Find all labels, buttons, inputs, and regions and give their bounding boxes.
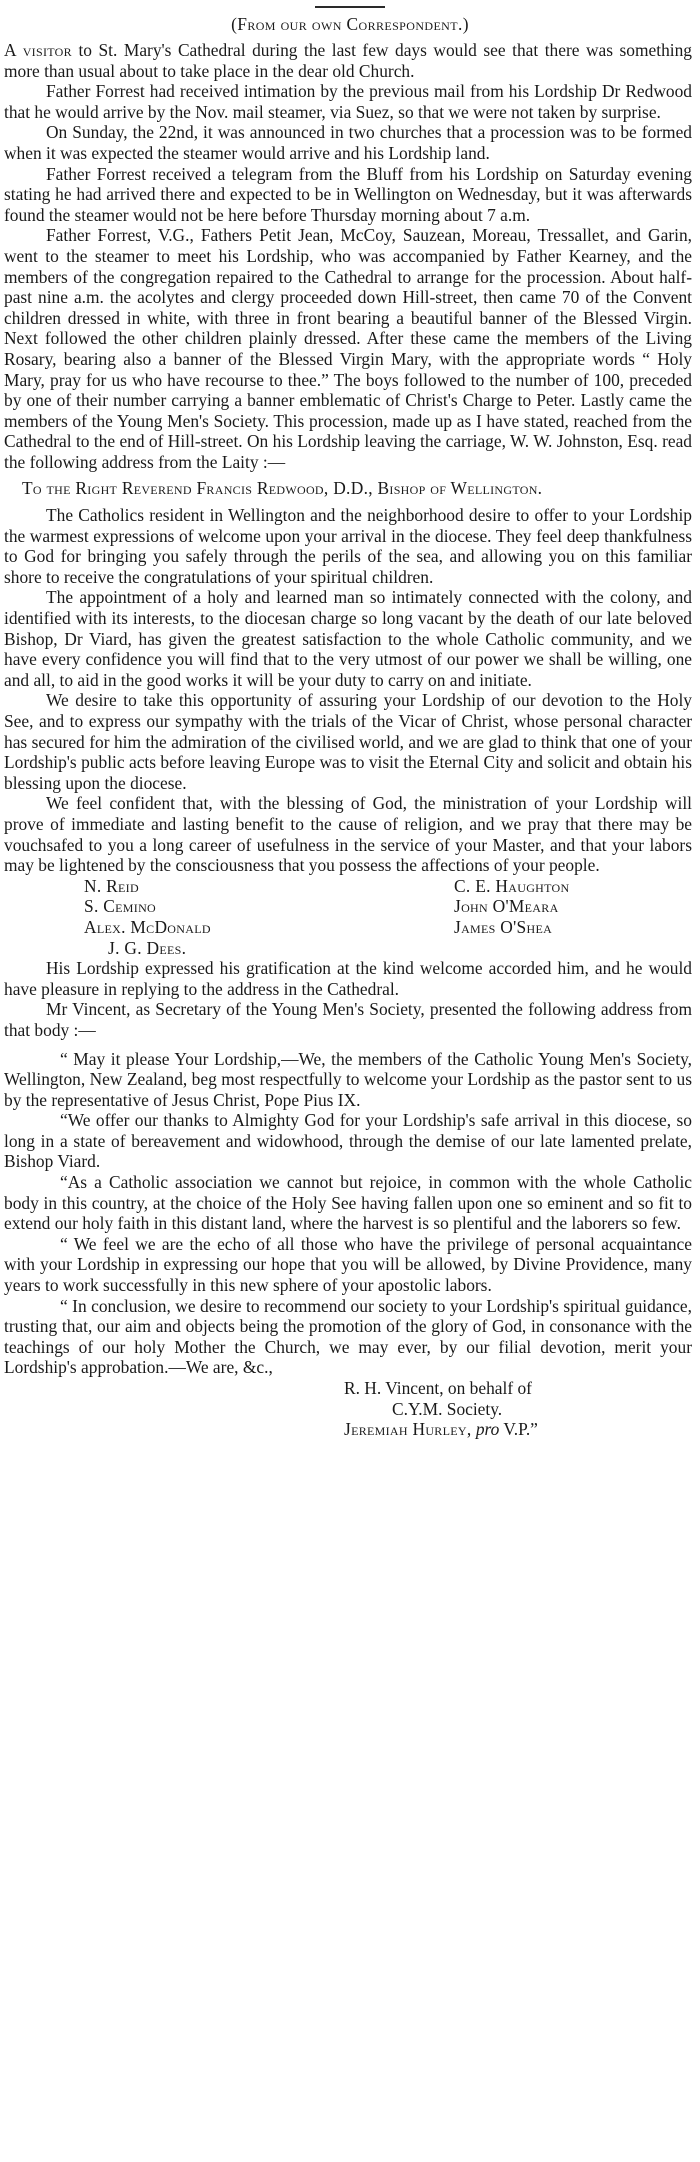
address-paragraph: The appointment of a holy and learned man so intimately connected with the colony, and identified with its interests, to the diocesan charge so long vacant by the death of our late beloved Bishop, Dr Viard, has given the greatest satisfaction to the whole Catholic community, and we have every confidence you will find that to the very utmost of our power we shall be willing, one and all, to aid in the good works it will be your duty to carry on and initiate.	[4, 587, 692, 690]
article-paragraph: His Lordship expressed his gratification at the kind welcome accorded him, and he would have pleasure in replying to the address in the Cathedral.	[4, 958, 692, 999]
closing-line: Jeremiah Hurley, pro V.P.”	[344, 1419, 538, 1440]
closing-signature	[4, 1378, 692, 1440]
address-paragraph: We desire to take this opportunity of assuring your Lordship of our devotion to the Holy See, and to express our sympathy with the trials of the Vicar of Christ, whose personal character has secured for him the admiration of the civilised world, and we are glad to think that one of your Lordship's public acts before leaving Europe was to visit the Eternal City and solicit and obtain his blessing upon the diocese.	[4, 690, 692, 793]
article-paragraph: Father Forrest had received intimation by the previous mail from his Lordship Dr Redwood that he would arrive by the Nov. mail steamer, via Suez, so that we were not taken by surprise.	[4, 81, 692, 122]
signatory: Alex. McDonald	[84, 916, 211, 937]
address-paragraph: The Catholics resident in Wellington and the neighborhood desire to offer to your Lordship the warmest expressions of welcome upon your arrival in the diocese. They feel deep thankfulness to God for bringing you safely through the perils of the sea, and allowing you on this familiar shore to receive the congratulations of your spiritual children.	[4, 505, 692, 587]
article-paragraph: Mr Vincent, as Secretary of the Young Men's Society, presented the following address from that body :—	[4, 999, 692, 1040]
signatory: James O'Shea	[454, 916, 553, 937]
signatory: N. Reid	[84, 875, 139, 896]
article-paragraph: A visitor to St. Mary's Cathedral during the last few days would see that there was something more than usual about to take place in the dear old Church.	[4, 40, 692, 81]
cym-paragraph: “ We feel we are the echo of all those who have the privilege of personal acquaintance with your Lordship in expressing our hope that you will be allowed, by Divine Providence, many years to work successfully in this new sphere of your apostolic labors.	[4, 1233, 692, 1296]
cym-paragraph: “ May it please Your Lordship,—We, the members of the Catholic Young Men's Society, Wellington, New Zealand, beg most respectfully to welcome your Lordship as the pastor sent to us by the representative of Jesus Christ, Pope Pius IX.	[4, 1048, 692, 1110]
address-title: To the Right Reverend Francis Redwood, D.D., Bishop of Wellington.	[22, 478, 543, 499]
cym-paragraph: “As a Catholic association we cannot but rejoice, in common with the whole Catholic body in this country, at the choice of the Holy See having fallen upon one so eminent and so fit to extend our holy faith in this distant land, where the harvest is so plentiful and the laborers so few.	[4, 1172, 692, 1234]
closing-line: R. H. Vincent, on behalf of	[344, 1378, 532, 1398]
signatories	[4, 876, 692, 958]
cym-paragraph: “ In conclusion, we desire to recommend our society to your Lordship's spiritual guidance, trusting that, our aim and objects being the promotion of the glory of God, in consonance with the teachings of our holy Mother the Church, we may ever, by our filial devotion, merit your Lordship's approbation.—We are, &c.,	[4, 1295, 692, 1378]
correspondent-heading: (From our own Correspondent.)	[231, 14, 469, 34]
signatories-left	[84, 876, 454, 958]
article-paragraph: Father Forrest received a telegram from the Bluff from his Lordship on Saturday evening stating he had arrived there and expected to be in Wellington on Wednesday, but it was afterwards found the steamer would not be here before Thursday morning about 7 a.m.	[4, 163, 692, 225]
cym-paragraph: “We offer our thanks to Almighty God for your Lordship's safe arrival in this diocese, so long in a state of bereavement and widowhood, through the demise of our late lamented prelate, Bishop Viard.	[4, 1110, 692, 1172]
spacer	[4, 1041, 692, 1049]
top-rule	[315, 6, 385, 8]
article-paragraph: Father Forrest, V.G., Fathers Petit Jean, McCoy, Sauzean, Moreau, Tressallet, and Garin, went to the steamer to meet his Lordship, who was accompanied by Father Kearney, and the members of the congregation repaired to the Cathedral to arrange for the procession. About half-past nine a.m. the acolytes and clergy proceeded down Hill-street, then came 70 of the Convent children dressed in white, with three in front bearing a beautiful banner of the Blessed Virgin. Next followed the other children plainly dressed. After these came the members of the Living Rosary, bearing also a banner of the Blessed Virgin Mary, with the appropriate words “ Holy Mary, pray for us who have recourse to thee.” The boys followed to the number of 100, preceded by one of their number carrying a banner emblematic of Christ's Charge to Peter. Lastly came the members of the Young Men's Society. This procession, made up as I have stated, reached from the Cathedral to the end of Hill-street. On his Lordship leaving the carriage, W. W. Johnston, Esq. read the following address from the Laity :—	[4, 225, 692, 472]
lead-in: A visitor	[4, 40, 72, 60]
closing-line: C.Y.M. Society.	[392, 1398, 503, 1419]
signatory: John O'Meara	[454, 896, 559, 917]
article-paragraph: On Sunday, the 22nd, it was announced in two churches that a procession was to be formed when it was expected the steamer would arrive and his Lordship land.	[4, 122, 692, 163]
address-paragraph: We feel confident that, with the blessing of God, the ministration of your Lordship will prove of immediate and lasting benefit to the cause of religion, and we pray that there may be vouchsafed to you a long career of usefulness in the service of your Master, and that your labors may be lightened by the consciousness that you possess the affections of your people.	[4, 793, 692, 876]
signatory: C. E. Haughton	[454, 875, 570, 896]
signatory: J. G. Dees.	[108, 937, 187, 958]
signatories-right	[454, 876, 700, 958]
signatory: S. Cemino	[84, 896, 156, 917]
article-body	[4, 40, 692, 1440]
